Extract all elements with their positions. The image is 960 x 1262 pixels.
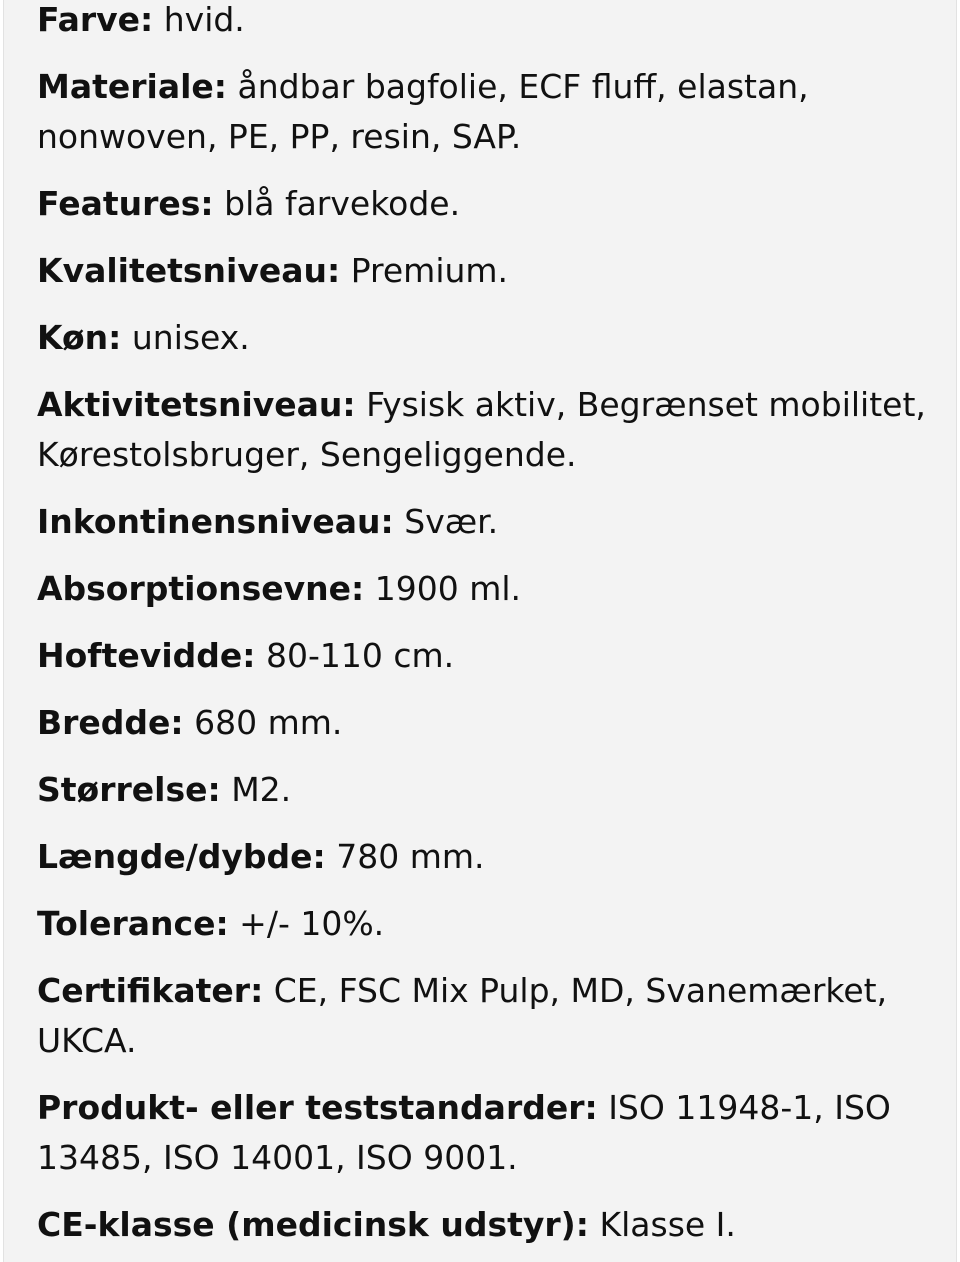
spec-label: Materiale:: [37, 67, 228, 106]
spec-label: Features:: [37, 184, 214, 223]
spec-value: hvid.: [163, 0, 245, 39]
product-spec-page: [3, 0, 957, 1262]
spec-value: Svær.: [404, 502, 499, 541]
spec-value: Fysisk aktiv, Begrænset mobilitet, Kørestolsbruger, Sengeliggende.: [37, 385, 926, 474]
spec-label: Tolerance:: [37, 904, 229, 943]
spec-value: 780 mm.: [336, 837, 485, 876]
spec-label: Længde/dybde:: [37, 837, 326, 876]
spec-item-features: [37, 179, 932, 229]
spec-value: unisex.: [131, 318, 250, 357]
spec-item-koen: [37, 313, 932, 363]
spec-label: Farve:: [37, 0, 154, 39]
spec-value: 680 mm.: [194, 703, 343, 742]
spec-label: Absorptionsevne:: [37, 569, 365, 608]
spec-value: +/- 10%.: [239, 904, 385, 943]
spec-value: Klasse I.: [599, 1205, 736, 1244]
spec-label: Aktivitetsniveau:: [37, 385, 356, 424]
spec-label: Køn:: [37, 318, 122, 357]
spec-item-laengde-dybde: [37, 832, 932, 882]
spec-value: åndbar bagfolie, ECF fluff, elastan, nonwoven, PE, PP, resin, SAP.: [37, 67, 809, 156]
spec-item-hoftevidde: [37, 631, 932, 681]
spec-item-aktivitetsniveau: [37, 380, 932, 480]
spec-label: Inkontinensniveau:: [37, 502, 394, 541]
spec-item-tolerance: [37, 899, 932, 949]
spec-value: Premium.: [350, 251, 509, 290]
spec-value: 80-110 cm.: [265, 636, 455, 675]
product-spec-list: [37, 0, 932, 1250]
spec-item-kvalitetsniveau: [37, 246, 932, 296]
spec-item-ce-klasse: [37, 1200, 932, 1250]
spec-label: Bredde:: [37, 703, 184, 742]
spec-label: Hoftevidde:: [37, 636, 256, 675]
spec-item-materiale: [37, 62, 932, 162]
spec-label: Produkt- eller teststandarder:: [37, 1088, 598, 1127]
spec-value: M2.: [231, 770, 292, 809]
spec-value: CE, FSC Mix Pulp, MD, Svanemærket, UKCA.: [37, 971, 888, 1060]
spec-label: Certifikater:: [37, 971, 264, 1010]
spec-item-absorptionsevne: [37, 564, 932, 614]
spec-value: ISO 11948-1, ISO 13485, ISO 14001, ISO 9001.: [37, 1088, 891, 1177]
spec-item-standarder: [37, 1083, 932, 1183]
spec-label: Kvalitetsniveau:: [37, 251, 341, 290]
spec-item-bredde: [37, 698, 932, 748]
spec-item-inkontinensniveau: [37, 497, 932, 547]
spec-label: CE-klasse (medicinsk udstyr):: [37, 1205, 589, 1244]
spec-item-certifikater: [37, 966, 932, 1066]
spec-value: blå farvekode.: [224, 184, 461, 223]
spec-item-stoerrelse: [37, 765, 932, 815]
spec-label: Størrelse:: [37, 770, 221, 809]
spec-value: 1900 ml.: [374, 569, 522, 608]
spec-item-farve: [37, 0, 932, 45]
